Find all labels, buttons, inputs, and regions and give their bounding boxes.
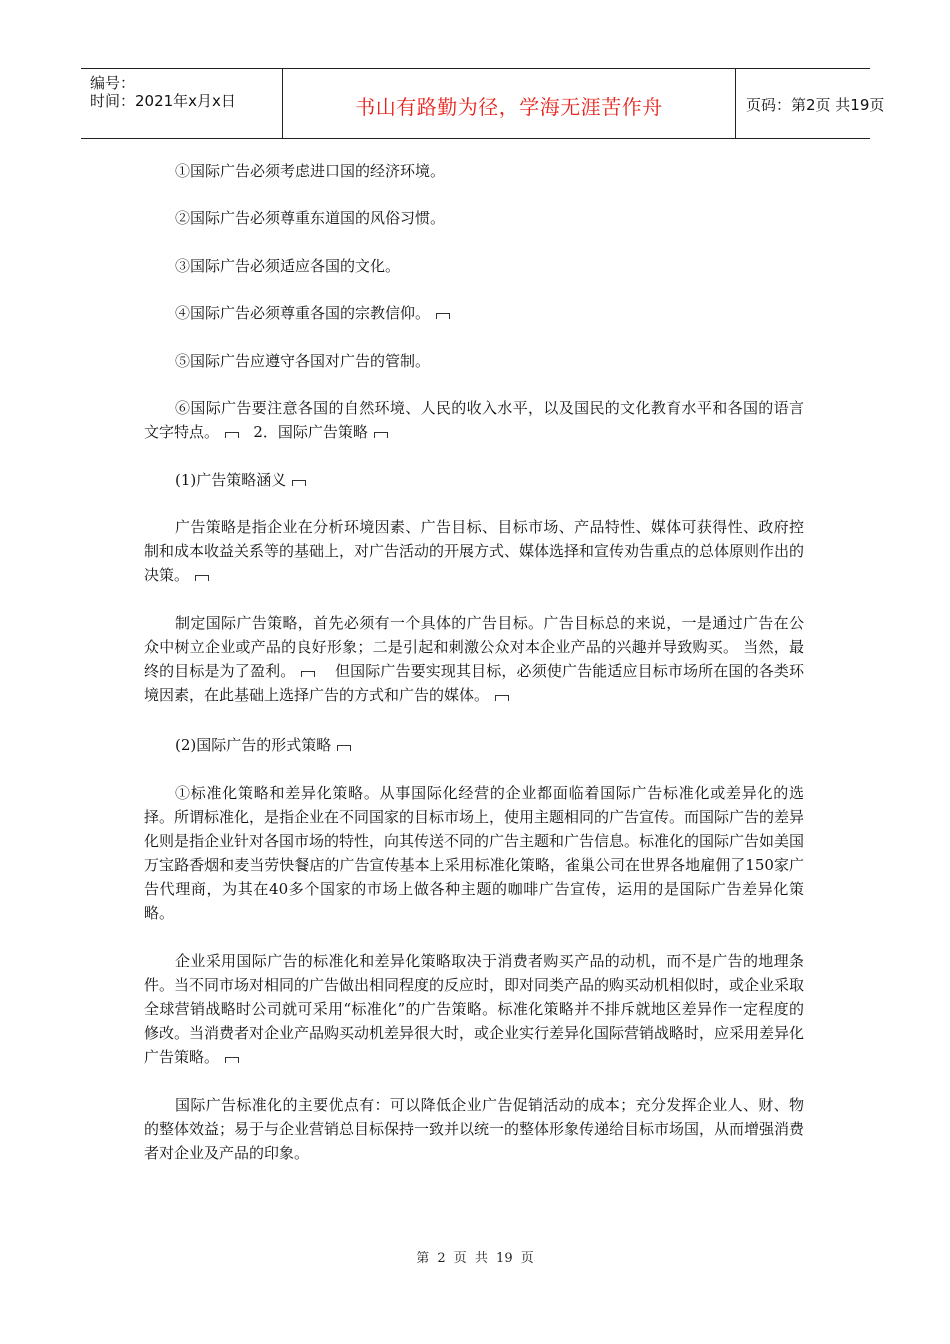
paragraph-mark-icon bbox=[292, 480, 306, 486]
paragraph-mark-icon bbox=[301, 671, 315, 677]
paragraph-mark-icon bbox=[436, 313, 450, 319]
paragraph-item-2: ②国际广告必须尊重东道国的风俗习惯。 bbox=[175, 209, 446, 227]
paragraph-item-1: ①国际广告必须考虑进口国的经济环境。 bbox=[175, 162, 446, 180]
document-code-label: 编号： bbox=[90, 74, 136, 92]
paragraph-standardization-choice: 企业采用国际广告的标准化和差异化策略取决于消费者购买产品的动机，而不是广告的地理条件。当不同市场对相同的广告做出相同程度的反应时，即对同类产品的购买动机相似时，或企业采取全球营销战略时公司就可采用“标准化”的广告策略。标准化策略并不排斥就地区差异作一定程度的修改。当消费者对企业产品购买动机差异很大时，或企业实行差异化国际营销战略时，应采用差异化广告策略。 bbox=[144, 952, 805, 1066]
header-motto: 书山有路勤为径，学海无涯苦作舟 bbox=[355, 95, 663, 119]
section-heading-2: 2．国际广告策略 bbox=[253, 423, 368, 441]
paragraph-mark-icon bbox=[225, 432, 239, 438]
paragraph-mark-icon bbox=[374, 432, 388, 438]
document-date-label: 时间：2021年x月x日 bbox=[90, 92, 236, 110]
subheading-strategy-meaning: (1)广告策略涵义 bbox=[144, 468, 835, 492]
paragraph-item-4: ④国际广告必须尊重各国的宗教信仰。 bbox=[144, 301, 835, 325]
paragraph-strategy-definition: 广告策略是指企业在分析环境因素、广告目标、目标市场、产品特性、媒体可获得性、政府控制和成本收益关系等的基础上，对广告活动的开展方式、媒体选择和宣传劝告重点的总体原则作出的决策。 bbox=[144, 518, 805, 584]
paragraph-mark-icon bbox=[195, 575, 209, 581]
header-page-label: 页码：第2页 共19页 bbox=[746, 96, 885, 114]
document-header bbox=[81, 68, 885, 139]
subheading-form-strategy: (2)国际广告的形式策略 bbox=[144, 733, 835, 757]
paragraph-item-6: ⑥国际广告要注意各国的自然环境、人民的收入水平，以及国民的文化教育水平和各国的语言文字特点。 2．国际广告策略 bbox=[144, 399, 804, 441]
paragraph-mark-icon bbox=[225, 1057, 239, 1063]
paragraph-strategy-goal: 制定国际广告策略，首先必须有一个具体的广告目标。广告目标总的来说，一是通过广告在公众中树立企业或产品的良好形象；二是引起和刺激公众对本企业产品的兴趣并导致购买。 当然，最终的目标是为了盈利。 但国际广告要实现其目标，必须使广告能适应目标市场所在国的各类环境因素，在此基础上选择广告的方式和广告的媒体。 bbox=[144, 614, 804, 704]
header-motto-cell bbox=[282, 69, 736, 138]
paragraph-item-3: ③国际广告必须适应各国的文化。 bbox=[175, 257, 401, 275]
header-page-cell bbox=[736, 69, 885, 138]
header-left-cell bbox=[81, 69, 281, 138]
paragraph-item-5: ⑤国际广告应遵守各国对广告的管制。 bbox=[175, 352, 431, 370]
page-footer: 第 2 页 共 19 页 bbox=[416, 1251, 534, 1266]
paragraph-standardization: ①标准化策略和差异化策略。从事国际化经营的企业都面临着国际广告标准化或差异化的选择。所谓标准化，是指企业在不同国家的目标市场上，使用主题相同的广告宣传。而国际广告的差异化则是指企业针对各国市场的特性，向其传送不同的广告主题和广告信息。标准化的国际广告如美国万宝路香烟和麦当劳快餐店的广告宣传基本上采用标准化策略，雀巢公司在世界各地雇佣了150家广告代理商，为其在40多个国家的市场上做各种主题的咖啡广告宣传，运用的是国际广告差异化策略。 bbox=[144, 784, 805, 922]
paragraph-standardization-advantages: 国际广告标准化的主要优点有：可以降低企业广告促销活动的成本；充分发挥企业人、财、物的整体效益；易于与企业营销总目标保持一致并以统一的整体形象传递给目标市场国，从而增强消费者对企业及产品的印象。 bbox=[144, 1096, 805, 1162]
paragraph-mark-icon bbox=[337, 745, 351, 751]
paragraph-mark-icon bbox=[495, 695, 509, 701]
